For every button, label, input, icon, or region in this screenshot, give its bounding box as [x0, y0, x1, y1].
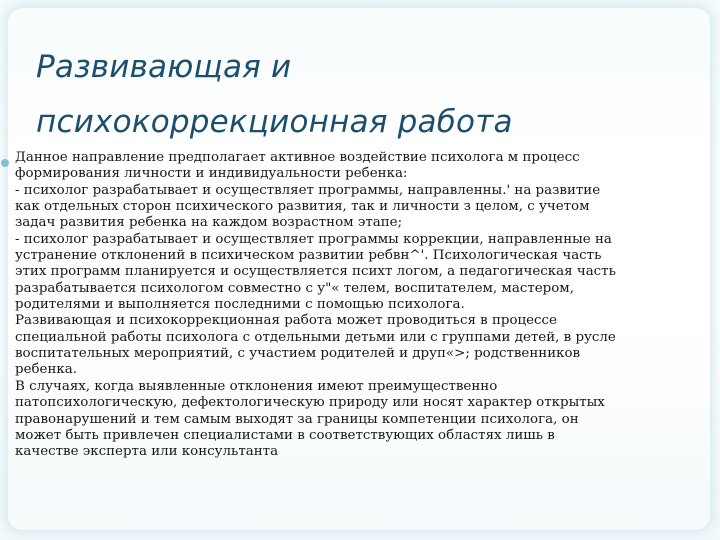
bullet-icon: [1, 159, 9, 167]
slide-title: Развивающая и психокоррекционная работа: [36, 49, 513, 140]
slide-body-text: Данное направление предполагает активное воздействие психолога м процесс формирования личности и индивидуальности ребенка: - психолог разрабатывает и осуществляет программы, направленны.' на развитие как отдельных сторон психического развития, так и личности з целом, с учетом задач развития ребенка на каждом возрастном этапе; - психолог разрабатывает и осуществляет программы коррекции, направленные на устранение отклонений в психическом развитии ребвн^'. Психологическая часть этих программ планируется и осуществляется психт логом, а педагогическая часть разрабатывается психологом совместно с у"« телем, воспитателем, мастером, родителями и выполняется последними с помощью психолога. Развивающая и психокоррекционная работа может проводиться в процессе специальной работы психолога с отдельными детьми или с группами детей, в русле воспитательных мероприятий, с участием родителей и друп«>; родственников ребенка. В случаях, когда выявленные отклонения имеют преимущественно патопсихологическую, дефектологическую природу или носят характер открытых правонарушений и тем самым выходят за границы компетенции психолога, он может быть привлечен специалистами в соответствующих областях лишь в качестве эксперта или консультанта: [15, 150, 616, 460]
